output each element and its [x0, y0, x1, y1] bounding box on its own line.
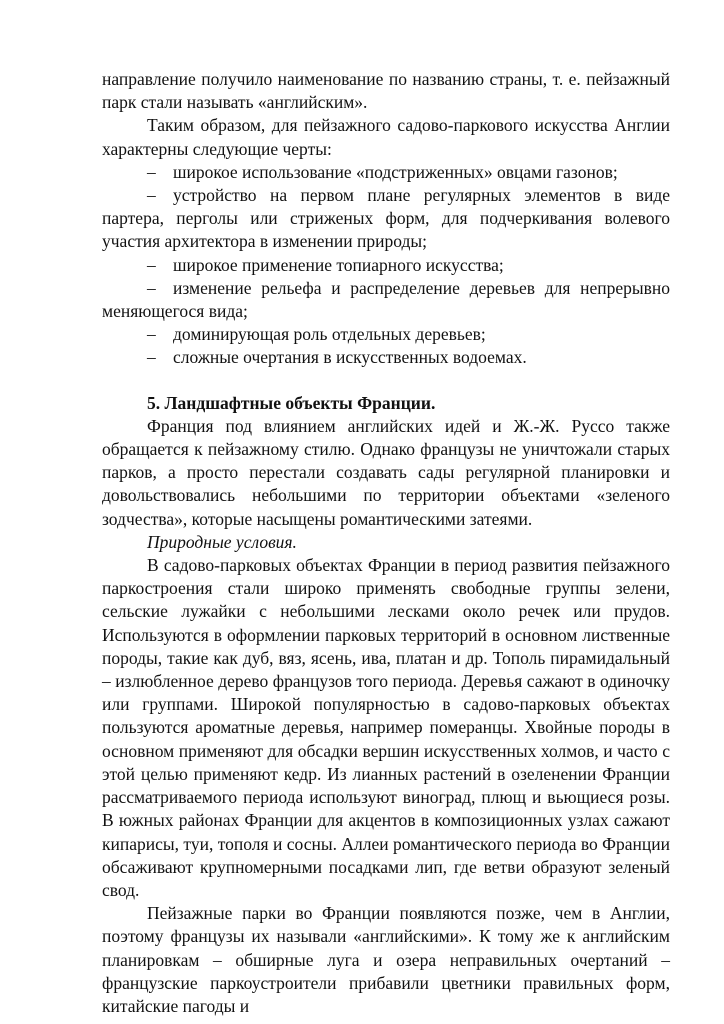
list-item-text: изменение рельефа и распределение деревьев для непрерывно меняющегося вида;: [102, 277, 670, 322]
list-item: [102, 184, 670, 254]
list-item: [102, 161, 670, 184]
list-item-text: доминирующая роль отдельных деревьев;: [173, 324, 486, 345]
list-item: [102, 323, 670, 346]
document-page: [102, 68, 670, 1018]
list-item-text: широкое использование «подстриженных» овцами газонов;: [173, 161, 618, 182]
intro-paragraph-1: направление получило наименование по названию страны, т. е. пейзажный парк стали называть «английским».: [102, 69, 670, 113]
dash-bullet: –: [147, 254, 156, 275]
features-list: [102, 161, 670, 370]
dash-bullet: –: [147, 185, 156, 206]
section-paragraph-1: Франция под влиянием английских идей и Ж.-Ж. Руссо также обращается к пейзажному стилю. Однако французы не уничтожали старых парков, а просто перестали создавать сады регулярной планировки и довольствовались небольшими по территории объектами «зеленого зодчества», которые насыщены романтическими затеями.: [102, 415, 670, 529]
dash-bullet: –: [147, 161, 156, 182]
section-paragraph-3: Пейзажные парки во Франции появляются позже, чем в Англии, поэтому французы их называли «английскими». К тому же к английским планировкам – обширные луга и озера неправильных очертаний – французские паркоустроители прибавили цветники правильных форм, китайские пагоды и: [102, 903, 670, 1016]
list-item: [102, 277, 670, 323]
list-item-text: широкое применение топиарного искусства;: [173, 254, 504, 275]
list-item: [102, 254, 670, 277]
dash-bullet: –: [147, 324, 156, 345]
dash-bullet: –: [147, 347, 156, 368]
list-item-text: сложные очертания в искусственных водоемах.: [173, 347, 527, 368]
section-paragraph-2: В садово-парковых объектах Франции в период развития пейзажного паркостроения стали широко применять свободные группы зелени, сельские лужайки с небольшими лесками около речек или прудов. Используются в оформлении парковых территорий в основном лиственные породы, такие как дуб, вяз, ясень, ива, платан и др. Тополь пирамидальный – излюбленное дерево французов того периода. Деревья сажают в одиночку или группами. Широкой популярностью в садово-парковых объектах пользуются ароматные деревья, например померанцы. Хвойные породы в основном применяют для обсадки вершин искусственных холмов, и часто с этой целью применяют кедр. Из лианных растений в озеленении Франции рассматриваемого периода используют виноград, плющ и вьющиеся розы. В южных районах Франции для акцентов в композиционных узлах сажают кипарисы, туи, тополя и сосны. Аллеи романтического периода во Франции обсаживают крупномерными посадками лип, где ветви образуют зеленый свод.: [102, 555, 670, 900]
intro-paragraph-2: Таким образом, для пейзажного садово-паркового искусства Англии характерны следующие черты:: [102, 115, 670, 159]
section-subheading: Природные условия.: [147, 531, 297, 552]
list-item: [102, 346, 670, 369]
dash-bullet: –: [147, 277, 156, 298]
section-heading: 5. Ландшафтные объекты Франции.: [147, 392, 436, 413]
list-item-text: устройство на первом плане регулярных элементов в виде партера, перголы или стриженых форм, для подчеркивания волевого участия архитектора в изменении природы;: [102, 185, 670, 252]
